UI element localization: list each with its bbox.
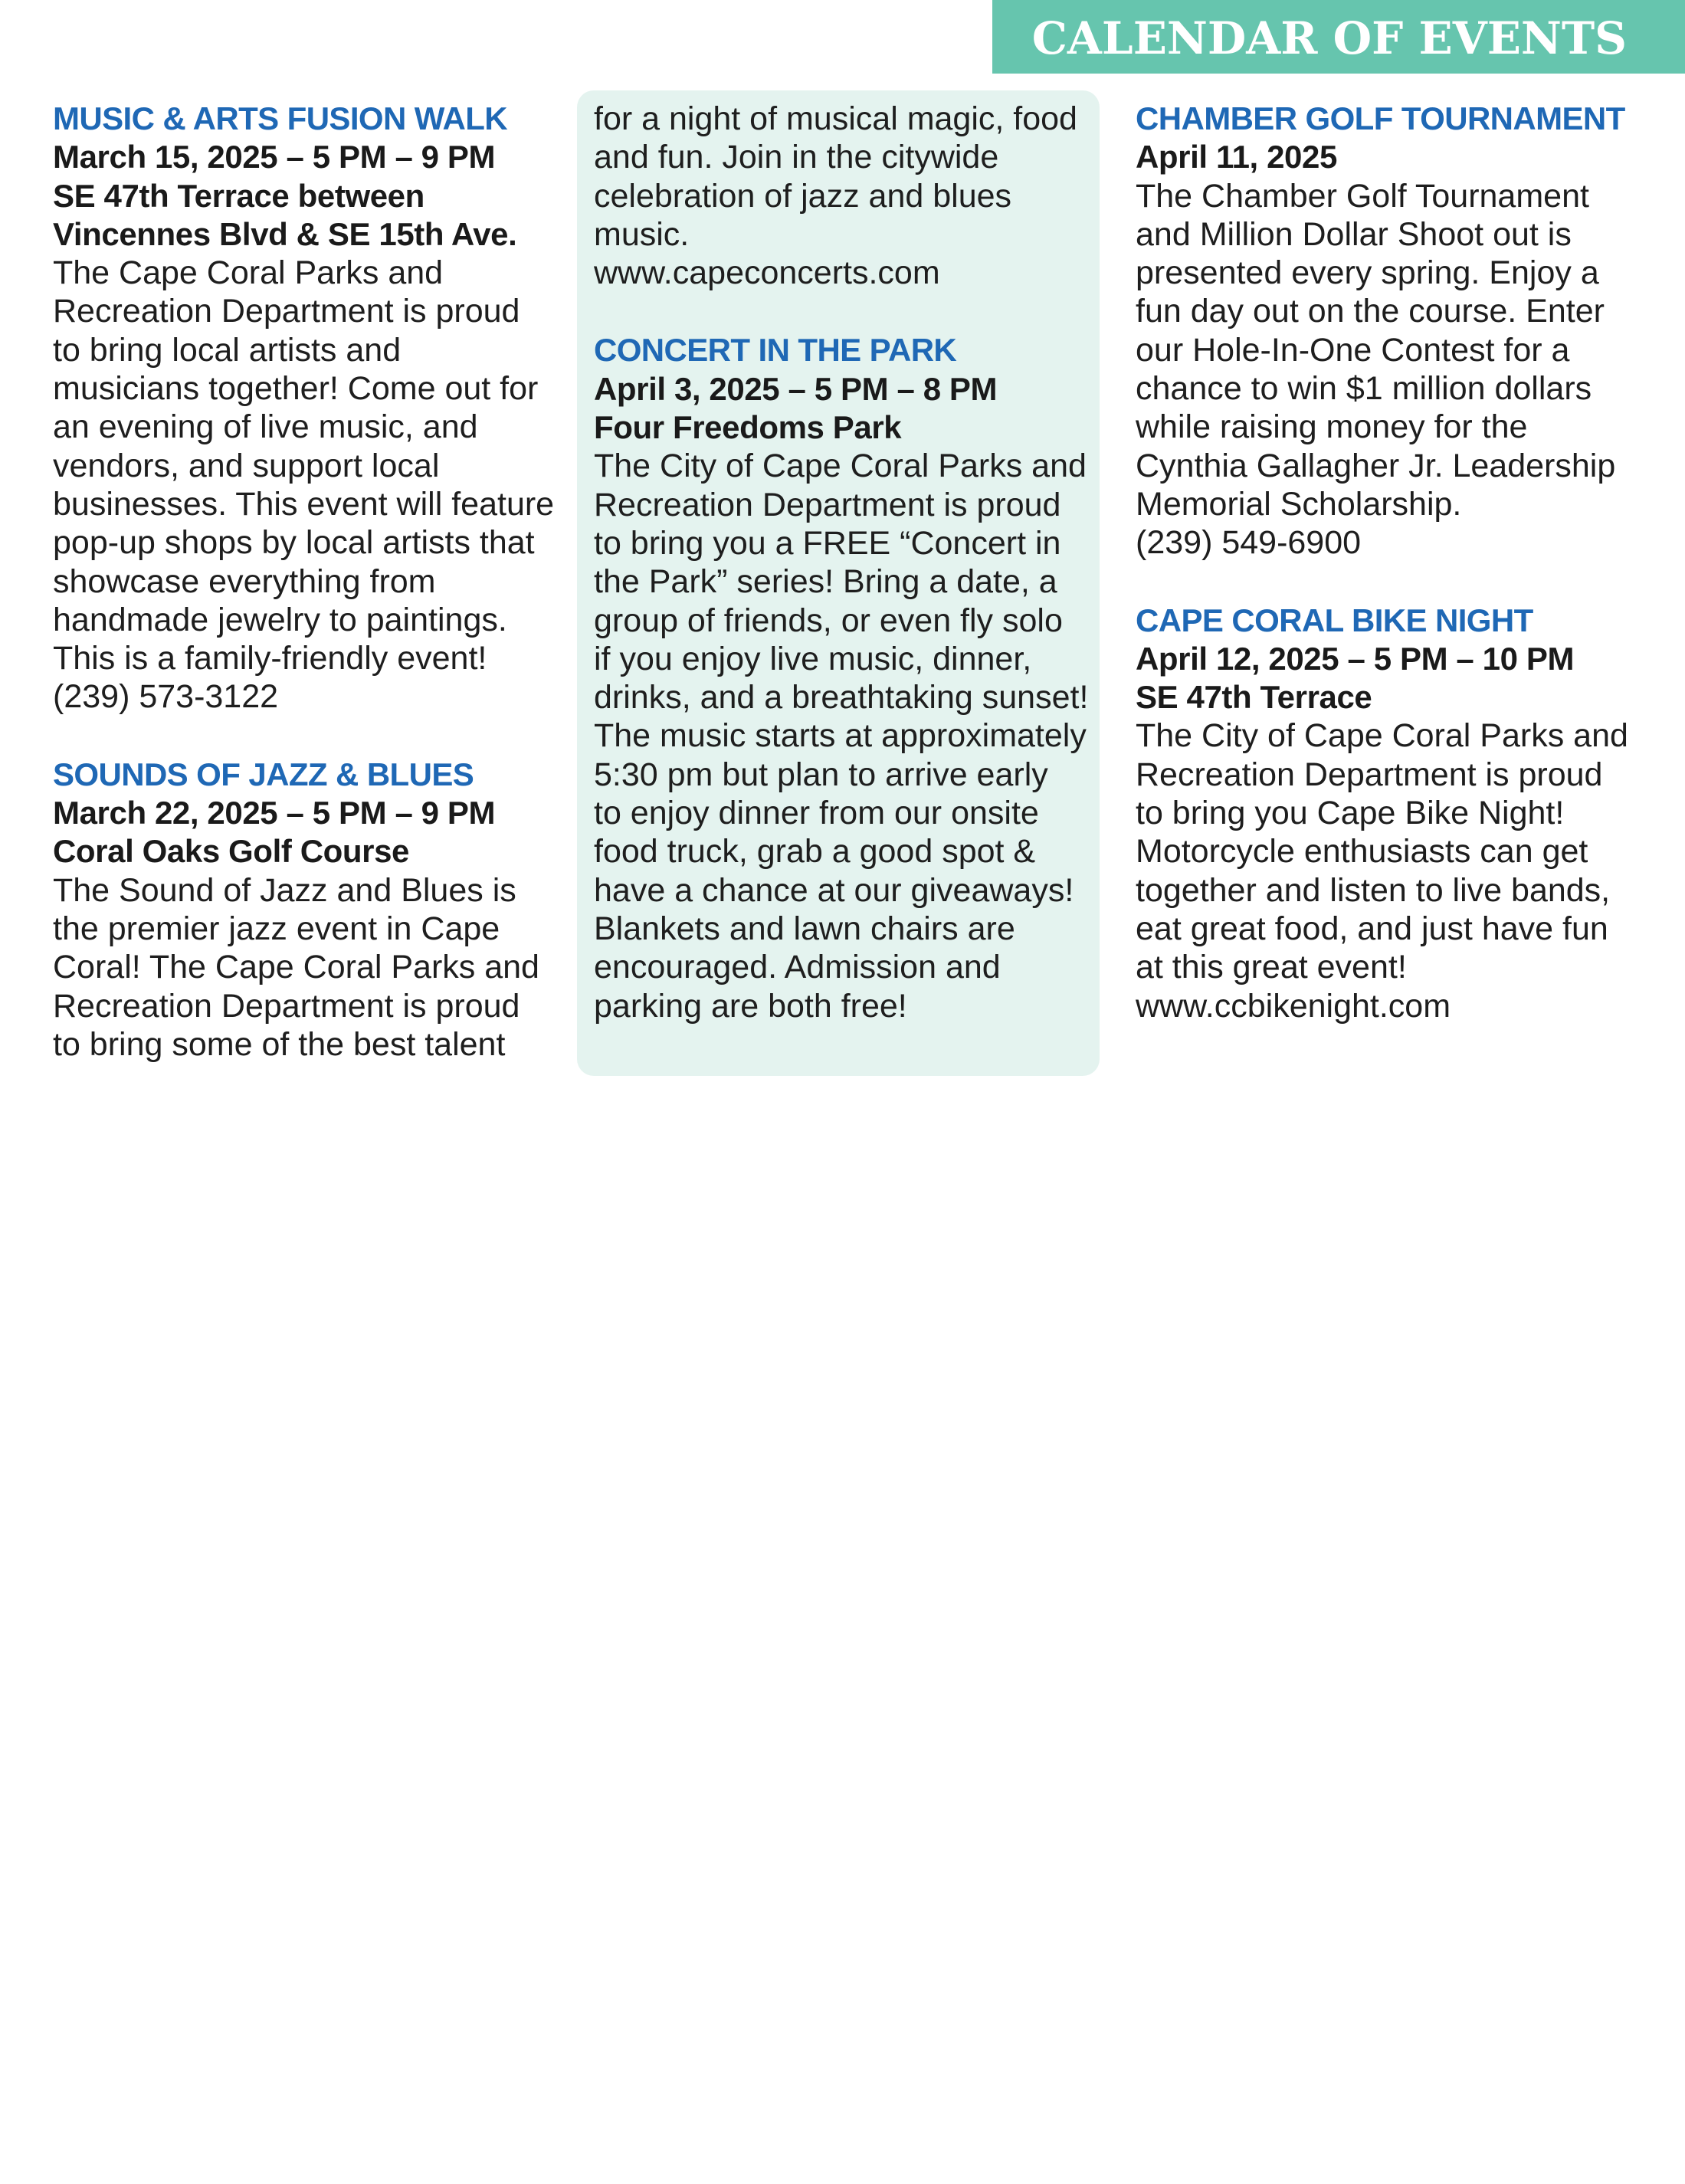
description-line: musicians together! Come out for — [53, 370, 539, 408]
description-line: to bring you Cape Bike Night! — [1136, 795, 1565, 832]
column-right — [1136, 100, 1672, 1025]
description-line: vendors, and support local — [53, 447, 440, 484]
event-description — [53, 871, 566, 1064]
description-line: Memorial Scholarship. — [1136, 485, 1462, 523]
event-title: MUSIC & ARTS FUSION WALK — [53, 100, 508, 136]
description-line: 5:30 pm but plan to arrive early — [594, 756, 1048, 793]
description-line: Recreation Department is proud — [1136, 756, 1603, 793]
event-title: CAPE CORAL BIKE NIGHT — [1136, 602, 1533, 638]
description-line: while raising money for the — [1136, 408, 1528, 446]
event-location: Vincennes Blvd & SE 15th Ave. — [53, 215, 517, 252]
description-line: Coral! The Cape Coral Parks and — [53, 949, 539, 986]
description-line: Cynthia Gallagher Jr. Leadership — [1136, 447, 1616, 484]
description-line: the premier jazz event in Cape — [53, 910, 500, 947]
description-line: to bring some of the best talent — [53, 1025, 506, 1063]
column-middle — [594, 100, 1100, 1025]
event-location: Coral Oaks Golf Course — [53, 833, 409, 870]
description-line: The City of Cape Coral Parks and — [594, 448, 1087, 485]
description-line: parking are both free! — [594, 987, 907, 1025]
event-cape-coral-bike-night — [1136, 602, 1672, 1025]
event-location: Four Freedoms Park — [594, 409, 902, 446]
description-line: music. — [594, 215, 690, 253]
description-line: This is a family-friendly event! — [53, 640, 487, 677]
description-line: chance to win $1 million dollars — [1136, 370, 1592, 408]
description-line: drinks, and a breathtaking sunset! — [594, 679, 1089, 717]
description-line: Recreation Department is proud — [594, 486, 1061, 523]
description-line: our Hole-In-One Contest for a — [1136, 331, 1570, 369]
description-line: Blankets and lawn chairs are — [594, 910, 1015, 947]
description-line: The Chamber Golf Tournament — [1136, 177, 1589, 215]
event-date: April 11, 2025 — [1136, 139, 1337, 175]
event-website-link[interactable]: www.capeconcerts.com — [594, 254, 940, 292]
description-line: to bring local artists and — [53, 331, 402, 369]
event-date: March 22, 2025 – 5 PM – 9 PM — [53, 795, 496, 831]
event-description — [53, 254, 566, 717]
event-music-arts-fusion-walk — [53, 100, 566, 717]
description-line: Motorcycle enthusiasts can get — [1136, 833, 1588, 871]
event-date: March 15, 2025 – 5 PM – 9 PM — [53, 139, 496, 175]
description-line: The music starts at approximately — [594, 717, 1087, 755]
description-line: pop-up shops by local artists that — [53, 524, 535, 562]
description-line: if you enjoy live music, dinner, — [594, 640, 1032, 677]
description-line: the Park” series! Bring a date, a — [594, 563, 1057, 601]
event-title: CONCERT IN THE PARK — [594, 332, 957, 369]
event-title: SOUNDS OF JAZZ & BLUES — [53, 756, 474, 792]
event-description-continued — [594, 100, 1100, 292]
description-line: showcase everything from — [53, 562, 436, 600]
description-line: and Million Dollar Shoot out is — [1136, 215, 1572, 253]
description-line: encouraged. Admission and — [594, 949, 1001, 986]
description-line: to enjoy dinner from our onsite — [594, 795, 1039, 832]
description-line: businesses. This event will feature — [53, 485, 555, 523]
description-line: have a chance at our giveaways! — [594, 871, 1074, 909]
event-location: SE 47th Terrace between — [53, 177, 425, 214]
event-phone: (239) 573-3122 — [53, 678, 279, 716]
event-description — [1136, 177, 1672, 562]
description-line: group of friends, or even fly solo — [594, 602, 1063, 639]
description-line: The Sound of Jazz and Blues is — [53, 871, 516, 909]
section-banner — [992, 0, 1685, 74]
column-left — [53, 100, 566, 1064]
event-title: CHAMBER GOLF TOURNAMENT — [1136, 100, 1625, 136]
description-line: an evening of live music, and — [53, 408, 478, 446]
description-line: at this great event! — [1136, 949, 1407, 986]
event-description — [1136, 717, 1672, 1025]
event-chamber-golf-tournament — [1136, 100, 1672, 562]
description-line: to bring you a FREE “Concert in — [594, 524, 1061, 562]
description-line: together and listen to live bands, — [1136, 871, 1611, 909]
description-line: and fun. Join in the citywide — [594, 139, 999, 176]
description-line: The City of Cape Coral Parks and — [1136, 717, 1628, 755]
description-line: presented every spring. Enjoy a — [1136, 254, 1599, 292]
event-phone: (239) 549-6900 — [1136, 524, 1362, 562]
event-description — [594, 447, 1100, 1025]
banner-title: CALENDAR OF EVENTS — [1031, 12, 1627, 64]
description-line: for a night of musical magic, food — [594, 100, 1077, 137]
description-line: eat great food, and just have fun — [1136, 910, 1608, 947]
event-website-link[interactable]: www.ccbikenight.com — [1136, 987, 1451, 1025]
event-concert-in-the-park — [594, 331, 1100, 1025]
description-line: celebration of jazz and blues — [594, 177, 1012, 215]
description-line: Recreation Department is proud — [53, 987, 520, 1025]
description-line: The Cape Coral Parks and — [53, 254, 444, 292]
event-location: SE 47th Terrace — [1136, 679, 1372, 716]
description-line: fun day out on the course. Enter — [1136, 293, 1605, 330]
event-date: April 12, 2025 – 5 PM – 10 PM — [1136, 640, 1575, 677]
event-date: April 3, 2025 – 5 PM – 8 PM — [594, 370, 998, 407]
description-line: handmade jewelry to paintings. — [53, 601, 507, 638]
description-line: food truck, grab a good spot & — [594, 833, 1036, 871]
description-line: Recreation Department is proud — [53, 293, 520, 330]
event-sounds-of-jazz-blues — [53, 756, 566, 1064]
